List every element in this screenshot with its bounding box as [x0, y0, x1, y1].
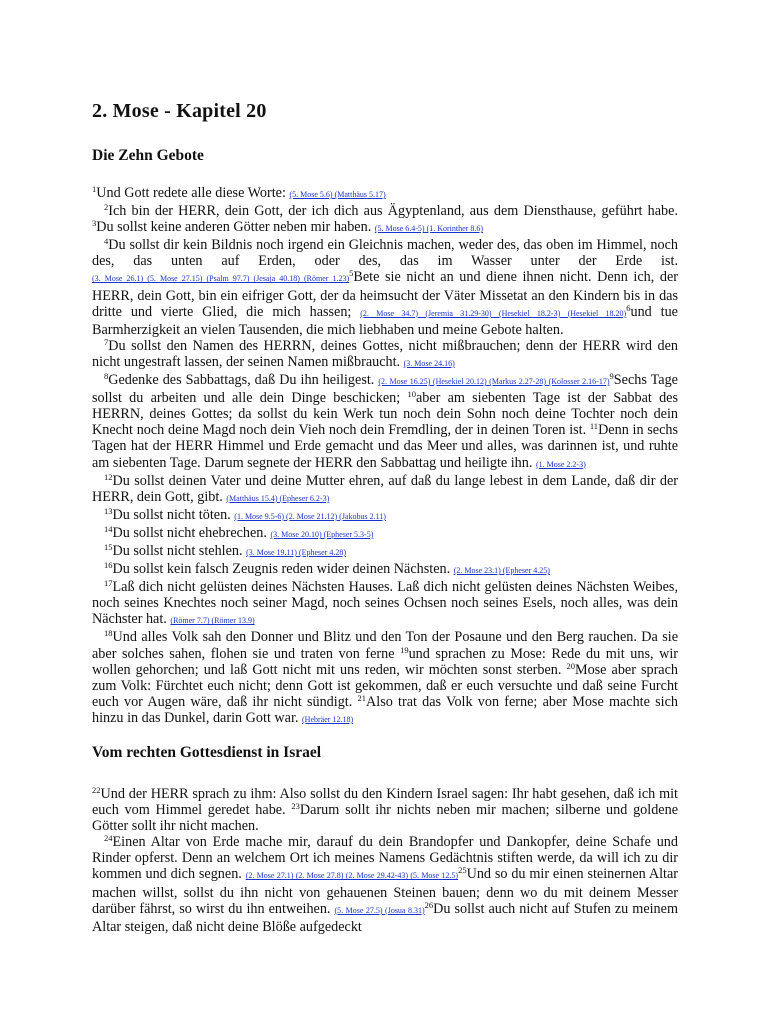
- verse-number: 2: [104, 202, 109, 213]
- verse-number: 23: [291, 801, 300, 812]
- cross-reference-link[interactable]: (3. Mose 26.1) (5. Mose 27.15) (Psalm 97.7) (Jesaja 40.18) (Römer 1.23): [92, 274, 350, 284]
- verse-paragraph: [92, 372, 678, 473]
- verse-text: Du sollst keine anderen Götter neben mir haben.: [96, 219, 375, 236]
- cross-reference-link[interactable]: (5. Mose 27.5) (Josua 8.31): [334, 905, 425, 915]
- verse-number: 8: [104, 371, 109, 382]
- verse-number: 3: [92, 218, 97, 229]
- verse-text: Du sollst dir kein Bildnis noch irgend ein Gleichnis machen, weder des, das oben im Himmel, noch des, das unten auf Erden, oder des, das im Wasser unter der Erde ist.: [92, 237, 678, 270]
- verse-paragraph: [92, 507, 678, 525]
- cross-reference-link[interactable]: (2. Mose 16.25) (Hesekiel 20.12) (Markus 2.27-28) (Kolosser 2.16-17): [378, 377, 610, 387]
- verse-number: 6: [626, 302, 631, 313]
- cross-reference-link[interactable]: (3. Mose 20.10) (Epheser 5.3-5): [270, 529, 374, 539]
- verse-paragraph: [92, 629, 678, 728]
- verse-paragraph: [92, 185, 678, 203]
- verse-text: Und so du mir einen steinernen Altar machen willst, sollst du ihn nicht von gehauenen Steinen bauen; denn wo du mit deinem Messer darüber fährst, so wirst du ihn entweihen.: [92, 866, 678, 917]
- verse-text: Mose aber sprach zum Volk: Fürchtet euch nicht; denn Gott ist gekommen, daß er euch versuchte und daß seine Furcht euch vor Augen wäre, daß ihr nicht sündigt.: [92, 661, 678, 710]
- verse-number: 25: [458, 865, 467, 876]
- verse-paragraph: [92, 338, 678, 372]
- verse-text: Du sollst nicht stehlen.: [112, 542, 247, 559]
- cross-reference-link[interactable]: (1. Mose 2.2-3): [535, 459, 586, 469]
- verse-text: Und alles Volk sah den Donner und Blitz und den Ton der Posaune und den Berg rauchen. Da sie aber solches sahen, flohen sie und traten von ferne: [92, 629, 678, 662]
- section-heading: Die Zehn Gebote: [92, 147, 204, 164]
- verse-paragraph: [92, 561, 678, 579]
- verse-number: 22: [92, 785, 101, 795]
- cross-reference-link[interactable]: (2. Mose 34.7) (Jeremia 31.29-30) (Hesekiel 18.2-3) (Hesekiel 18.20): [360, 308, 627, 318]
- verse-number: 11: [589, 421, 599, 432]
- verse-text: Sechs Tage sollst du arbeiten und alle dein Dinge beschicken;: [92, 372, 678, 407]
- cross-reference-link[interactable]: (5. Mose 6.4-5) (1. Korinther 8.6): [374, 224, 483, 234]
- cross-reference-link[interactable]: (5. Mose 5.6) (Matthäus 5.17): [289, 190, 386, 199]
- verse-text: Laß dich nicht gelüsten deines Nächsten Hauses. Laß dich nicht gelüsten deines Nächsten Weibes, noch seines Knechtes noch seiner Magd, noch seines Ochsen noch seines Esels, noch alles, was dein Nächster hat.: [92, 579, 678, 628]
- verse-text: aber am siebenten Tage ist der Sabbat des HERRN, deines Gottes; da sollst du kein Werk tun noch dein Sohn noch deine Tochter noch dein Knecht noch deine Magd noch dein Vieh noch dein Fremdling, der in deinen Toren ist.: [92, 390, 678, 439]
- verse-text: Und Gott redete alle diese Worte:: [96, 185, 290, 201]
- verse-number: 21: [357, 692, 367, 703]
- verse-number: 1: [92, 184, 97, 194]
- verse-number: 19: [400, 644, 409, 655]
- cross-reference-link[interactable]: (Matthäus 15.4) (Epheser 6.2-3): [226, 493, 330, 503]
- cross-reference-link[interactable]: (2. Mose 23.1) (Epheser 4.25): [453, 566, 550, 576]
- cross-reference-link[interactable]: (Römer 7.7) (Römer 13.9): [170, 616, 255, 626]
- verse-paragraph: [92, 579, 678, 629]
- verse-text: Einen Altar von Erde mache mir, darauf du dein Brandopfer und Dankopfer, deine Schafe und Rinder opferst. Denn an welchem Ort ich meines Namens Gedächtnis stiften werde, da will ich zu dir kommen und dich segnen.: [92, 834, 678, 883]
- section-heading: Vom rechten Gottesdienst in Israel: [92, 744, 322, 761]
- verse-text: Und der HERR sprach zu ihm: Also sollst du den Kindern Israel sagen: Ihr habt gesehen, daß ich mit euch vom Himmel geredet habe.: [92, 786, 678, 819]
- verse-text: Du sollst nicht ehebrechen.: [112, 524, 271, 541]
- cross-reference-link[interactable]: (1. Mose 9.5-6) (2. Mose 21.12) (Jakobus 2.11): [234, 511, 386, 521]
- verse-text: Denn in sechs Tagen hat der HERR Himmel und Erde gemacht und das Meer und alles, was darinnen ist, und ruhte am siebenten Tage. Darum segnete der HERR den Sabbattag und heiligte ihn.: [92, 422, 678, 471]
- verse-paragraph: [92, 543, 678, 561]
- verse-number: 17: [104, 578, 113, 589]
- verse-number: 9: [609, 371, 614, 382]
- verse-paragraph: [92, 473, 678, 507]
- cross-reference-link[interactable]: (3. Mose 24.16): [403, 358, 455, 368]
- verse-text: Du sollst kein falsch Zeugnis reden wider deinen Nächsten.: [112, 561, 454, 578]
- verse-paragraph: [92, 525, 678, 543]
- verse-text: Gedenke des Sabbattags, daß Du ihn heiligest.: [108, 372, 379, 389]
- verse-text: Du sollst nicht töten.: [112, 506, 235, 523]
- verse-text: Also trat das Volk von ferne; aber Mose machte sich hinzu in das Dunkel, darin Gott war.: [92, 693, 678, 726]
- verse-number: 24: [104, 833, 113, 844]
- verse-number: 15: [104, 541, 113, 552]
- verse-text: Du sollst auch nicht auf Stufen zu meinem Altar steigen, daß nicht deine Blöße aufgedeckt: [92, 900, 678, 935]
- verse-text: Du sollst deinen Vater und deine Mutter ehren, auf daß du lange lebest in dem Lande, daß dir der HERR, dein Gott, gibt.: [92, 472, 678, 505]
- verse-number: 10: [407, 389, 416, 400]
- cross-reference-link[interactable]: (3. Mose 19.11) (Epheser 4.28): [246, 547, 346, 557]
- verse-number: 12: [104, 471, 113, 482]
- cross-reference-link[interactable]: (Hebräer 12.18): [302, 714, 354, 724]
- verse-text: Ich bin der HERR, dein Gott, der ich dich aus Ägyptenland, aus dem Diensthause, geführt habe.: [108, 203, 678, 220]
- verse-text: und tue Barmherzigkeit an vielen Tausenden, die mich liebhaben und meine Gebote halten.: [92, 303, 678, 338]
- verse-number: 18: [104, 628, 113, 639]
- verse-number: 26: [424, 899, 434, 910]
- verse-number: 14: [104, 523, 113, 534]
- verse-text: Darum sollt ihr nichts neben mir machen; silberne und goldene Götter sollt ihr nicht machen.: [92, 802, 678, 835]
- cross-reference-link[interactable]: (2. Mose 27.1) (2. Mose 27.8) (2. Mose 29.42-43) (5. Mose 12.5): [245, 871, 459, 881]
- verse-number: 5: [349, 268, 354, 279]
- document-page: [92, 100, 678, 935]
- verse-paragraph: [92, 237, 678, 338]
- verse-number: 20: [566, 660, 575, 671]
- verse-text: und sprachen zu Mose: Rede du mit uns, wir wollen gehorchen; und laß Gott nicht mit uns reden, wir möchten sonst sterben.: [92, 645, 679, 678]
- verse-text: Du sollst den Namen des HERRN, deines Gottes, nicht mißbrauchen; denn der HERR wird den nicht ungestraft lassen, der seinen Namen mißbraucht.: [92, 337, 678, 370]
- verse-paragraph: [92, 834, 678, 935]
- verse-number: 16: [104, 560, 113, 571]
- verse-number: 7: [104, 336, 109, 347]
- verse-number: 4: [104, 236, 109, 247]
- verse-number: 13: [104, 505, 113, 516]
- verse-text: Bete sie nicht an und diene ihnen nicht. Denn ich, der HERR, dein Gott, bin ein eifriger Gott, der da heimsucht der Väter Missetat an den Kindern bis in das dritte und vierte Glied, die mich hassen;: [92, 269, 678, 320]
- page-title: 2. Mose - Kapitel 20: [92, 100, 267, 122]
- sections-container: [92, 147, 678, 935]
- verse-paragraph: [92, 203, 678, 237]
- verse-paragraph: [92, 786, 678, 834]
